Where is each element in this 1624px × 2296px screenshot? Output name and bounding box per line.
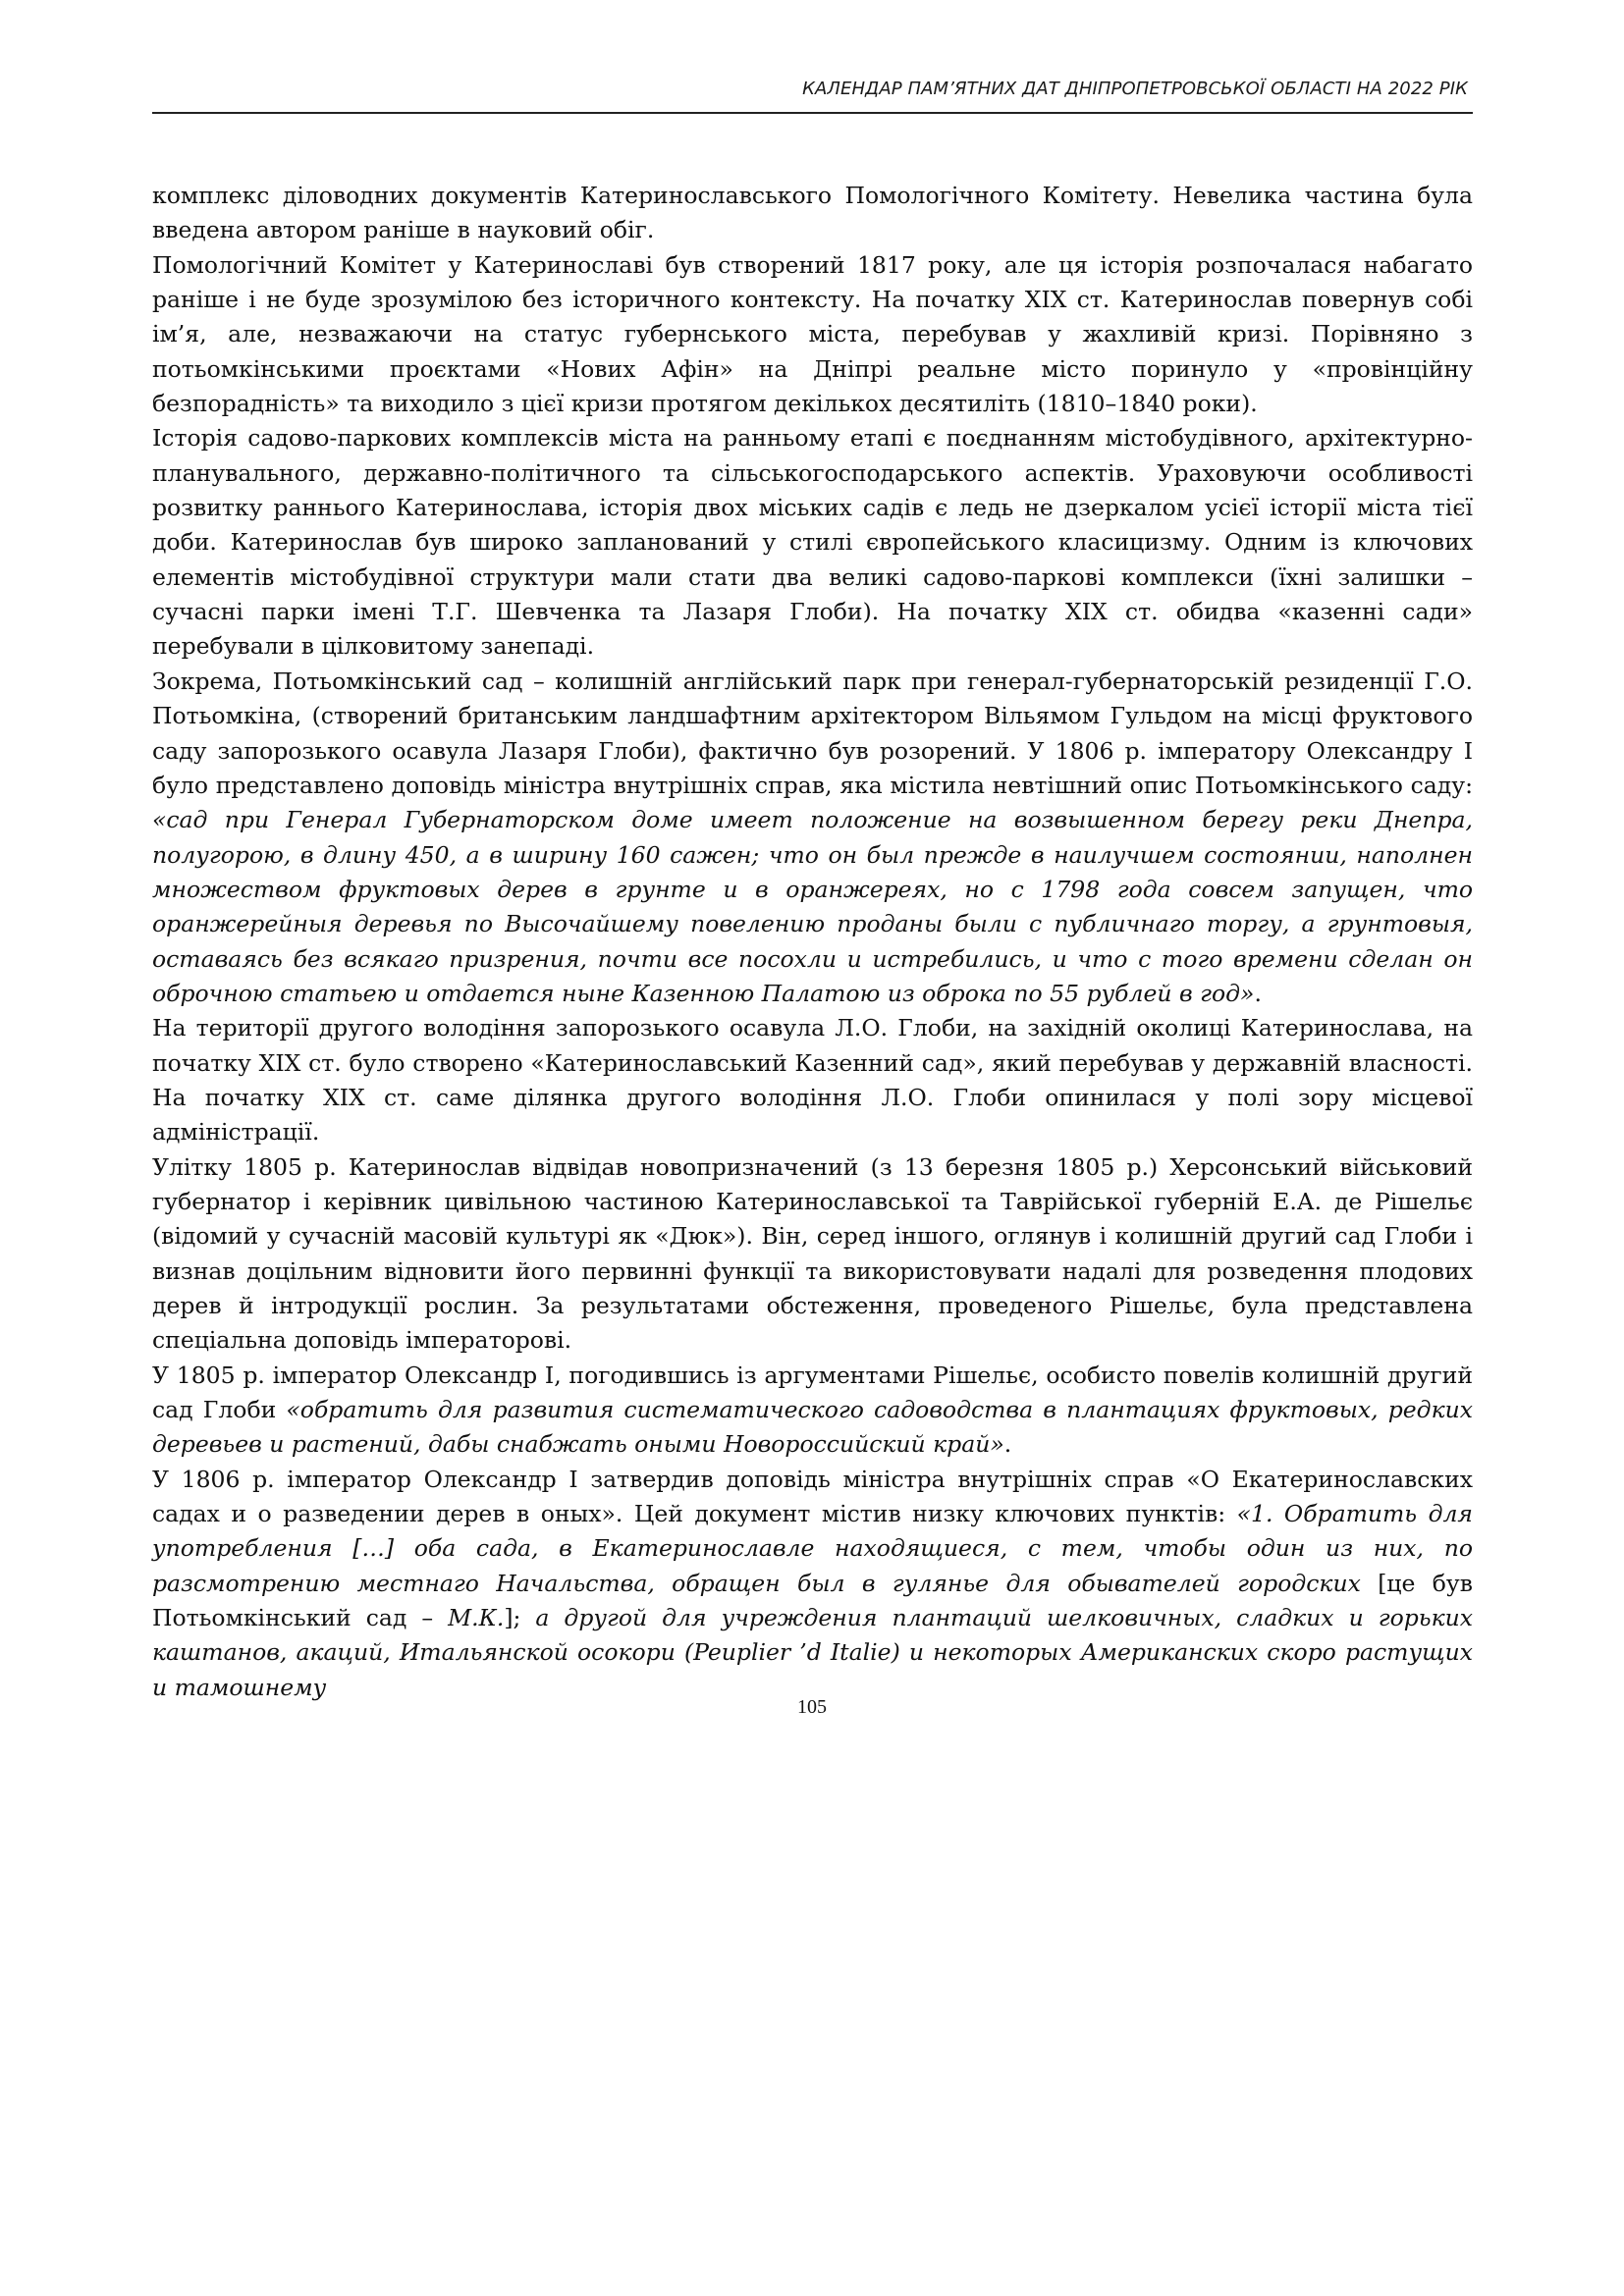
body-text (152, 179, 1473, 1705)
text-run: Улітку 1805 р. Катеринослав відвідав новопризначений (з 13 березня 1805 р.) Херсонський військовий губернатор і керівник цивільною частиною Катеринославської та Таврійської губерній Е.А. де Рішельє (відомий у сучасній масовій культурі як «Дюк»). Він, серед іншого, оглянув і колишній другий сад Глоби і визнав доцільним відновити його первинні функції та використовувати надалі для розведення плодових дерев й інтродукції рослин. За результатами обстеження, проведеного Рішельє, була представлена спеціальна доповідь імператорові. (152, 1152, 1473, 1355)
paragraph (152, 1011, 1473, 1149)
paragraph (152, 1150, 1473, 1359)
paragraph (152, 1359, 1473, 1463)
paragraph (152, 421, 1473, 664)
text-run: У 1805 р. імператор Олександр І, погодившись із аргументами Рішельє, особисто повелів колишній другий сад Глоби (152, 1361, 1473, 1424)
text-run: . (1254, 979, 1262, 1007)
italic-quote: «обратить для развития систематического садоводства в плантациях фруктовых, редких деревьев и растений, дабы снабжать оными Новороссийский край» (152, 1396, 1473, 1459)
italic-quote: М.К. (448, 1604, 505, 1632)
italic-quote: «сад при Генерал Губернаторском доме имеет положение на возвышенном берегу реки Днепра, полугорою, в длину 450, а в ширину 160 сажен; что он был прежде в наилучшем состоянии, наполнен множеством фруктовых дерев в грунте и в оранжереях, но с 1798 года совсем запущен, что оранжерейныя деревья по Высочайшему повелению проданы были с публичнаго торгу, а грунтовыя, оставаясь без всякаго призрения, почти все посохли и истребились, и что с того времени сделан он оброчною статьею и отдается ныне Казенною Палатою из оброка по 55 рублей в год» (152, 806, 1473, 1007)
paragraph (152, 179, 1473, 248)
text-run: У 1806 р. імператор Олександр І затвердив доповідь міністра внутрішніх справ «О Екатеринославских садах и о разведении дерев в оных». Цей документ містив низку ключових пунктів: (152, 1465, 1473, 1528)
italic-quote: «1. Обратить для употребления […] оба сада, в Екатеринославле находящиеся, с тем, чтобы один из них, по разсмотрению местнаго Начальства, обращен был в гулянье для обывателей городских (152, 1500, 1473, 1597)
running-header: КАЛЕНДАР ПАМ’ЯТНИХ ДАТ ДНІПРОПЕТРОВСЬКОЇ ОБЛАСТІ НА 2022 РІК (802, 79, 1468, 99)
text-run: Помологічний Комітет у Катеринославі був створений 1817 року, але ця історія розпочалася набагато раніше і не буде зрозумілою без історичного контексту. На початку XIX ст. Катеринослав повернув собі ім’я, але, незважаючи на статус губернського міста, перебував у жахливій кризі. Порівняно з потьомкінськими проєктами «Нових Афін» на Дніпрі реальне місто поринуло у «провінційну безпорадність» та виходило з цієї кризи протягом декількох десятиліть (1810–1840 роки). (152, 250, 1473, 418)
text-run: Зокрема, Потьомкінський сад – колишній англійський парк при генерал-губернаторській резиденції Г.О. Потьомкіна, (створений британським ландшафтним архітектором Вільямом Гульдом на місці фруктового саду запорозького осавула Лазаря Глоби), фактично був розорений. У 1806 р. імператору Олександру І було представлено доповідь міністра внутрішніх справ, яка містила невтішний опис Потьомкінського саду: (152, 667, 1473, 799)
text-run: [це був Потьомкінський сад – (152, 1569, 1473, 1632)
header-rule (152, 112, 1473, 114)
text-run: комплекс діловодних документів Катеринославського Помологічного Комітету. Невелика частина була введена автором раніше в науковий обіг. (152, 182, 1473, 244)
text-run: . (1003, 1430, 1012, 1459)
text-run: Історія садово-паркових комплексів міста на ранньому етапі є поєднанням містобудівного, архітектурно-планувального, державно-політичного та сільськогосподарського аспектів. Ураховуючи особливості розвитку раннього Катеринослава, історія двох міських садів є ледь не дзеркалом усієї історії міста тієї доби. Катеринослав був широко запланований у стилі європейського класицизму. Одним із ключових елементів містобудівної структури мали стати два великі садово-паркові комплекси (їхні залишки – сучасні парки імені Т.Г. Шевченка та Лазаря Глоби). На початку XIX ст. обидва «казенні сади» перебували в цілковитому занепаді. (152, 424, 1473, 661)
page-number: 105 (797, 1696, 827, 1718)
paragraph (152, 665, 1473, 1011)
italic-quote: а другой для учреждения плантаций шелковичных, сладких и горьких каштанов, акаций, Итальянской осокори (Peuplier ’d Italie) и некоторых Американских скоро растущих и тамошнему (152, 1604, 1473, 1701)
text-run: ]; (504, 1604, 536, 1632)
paragraph (152, 248, 1473, 422)
paragraph (152, 1463, 1473, 1705)
text-run: На території другого володіння запорозького осавула Л.О. Глоби, на західній околиці Катеринослава, на початку XIX ст. було створено «Катеринославський Казенний сад», який перебував у державній власності. На початку XIX ст. саме ділянка другого володіння Л.О. Глоби опинилася у полі зору місцевої адміністрації. (152, 1014, 1473, 1147)
